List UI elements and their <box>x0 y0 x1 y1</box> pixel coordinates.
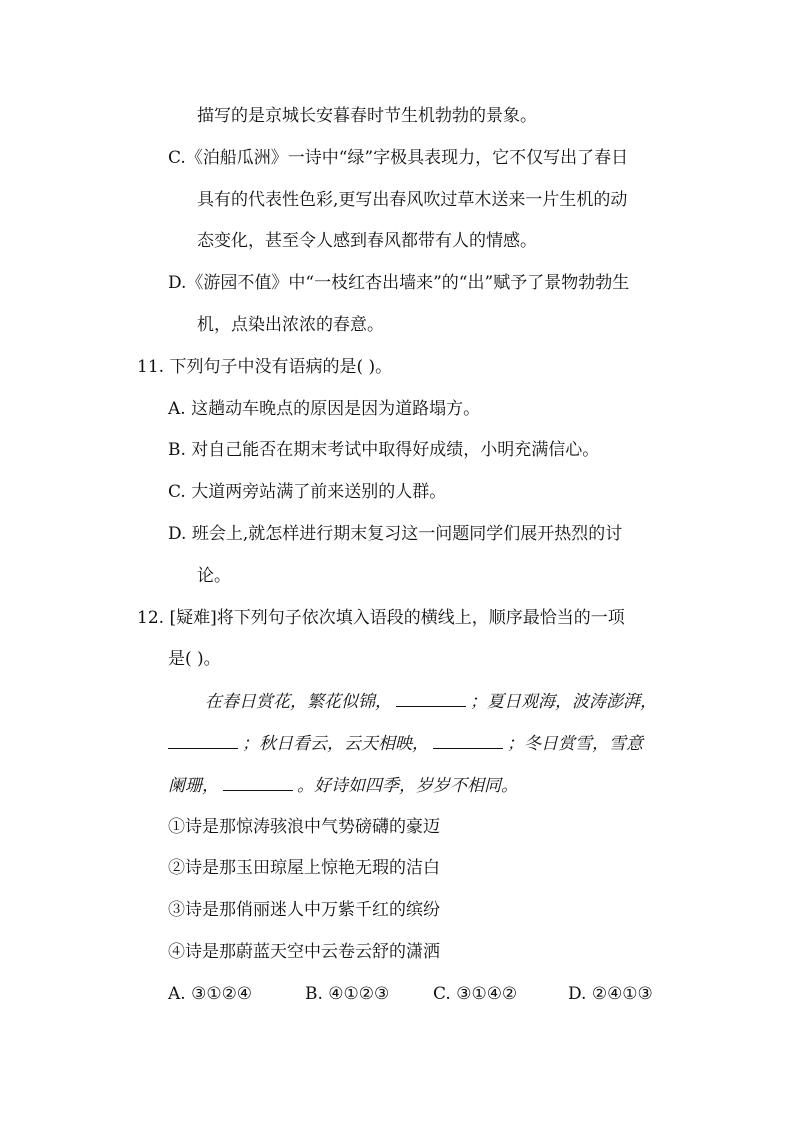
q12-passage-line1 <box>205 689 657 714</box>
passage-text: ；夏日观海，波涛澎湃， <box>470 692 657 712</box>
passage-text: ；冬日赏雪，雪意 <box>507 734 643 754</box>
q11-option-c: C. 大道两旁站满了前来送别的人群。 <box>168 482 447 502</box>
passage-text: 阑珊， <box>168 776 219 796</box>
q11-option-b: B. 对自己能否在期末考试中取得好成绩，小明充满信心。 <box>168 440 600 460</box>
q12-option-a: A. ③①②④ <box>168 984 253 1004</box>
q12-sentence-3: ③诗是那俏丽迷人中万紫千红的缤纷 <box>168 900 440 920</box>
q12-sentence-2: ②诗是那玉田琼屋上惊艳无瑕的洁白 <box>168 858 440 878</box>
q12-option-d: D. ②④①③ <box>568 984 653 1004</box>
q10-option-b-continuation: 描写的是京城长安暮春时节生机勃勃的景象。 <box>197 106 537 126</box>
q10-option-c-line1: C.《泊船瓜洲》一诗中“绿”字极具表现力，它不仅写出了春日 <box>168 148 629 168</box>
q11-stem: 11. 下列句子中没有语病的是( )。 <box>137 357 393 377</box>
q12-stem-line2: 是( )。 <box>168 649 221 669</box>
passage-text: 。好诗如四季，岁岁不相同。 <box>297 776 518 796</box>
fill-blank-1 <box>396 689 466 707</box>
q12-sentence-1: ①诗是那惊涛骇浪中气势磅礴的豪迈 <box>168 817 440 837</box>
q11-option-d-line1: D. 班会上,就怎样进行期末复习这一问题同学们展开热烈的讨 <box>168 524 623 544</box>
q10-option-d-line1: D.《游园不值》中“一枝红杏出墙来”的“出”赋予了景物勃勃生 <box>168 273 630 293</box>
q10-option-c-line2: 具有的代表性色彩,更写出春风吹过草木送来一片生机的动 <box>197 190 628 210</box>
passage-text: 在春日赏花，繁花似锦， <box>205 692 392 712</box>
passage-text: ；秋日看云，云天相映， <box>242 734 429 754</box>
q12-sentence-4: ④诗是那蔚蓝天空中云卷云舒的潇洒 <box>168 942 440 962</box>
fill-blank-4 <box>223 773 293 791</box>
q11-option-d-line2: 论。 <box>197 566 231 586</box>
q12-passage-line2 <box>168 731 643 756</box>
fill-blank-2 <box>168 731 238 749</box>
q10-option-d-line2: 机，点染出浓浓的春意。 <box>197 315 384 335</box>
fill-blank-3 <box>433 731 503 749</box>
q12-passage-line3 <box>168 773 518 798</box>
q12-option-b: B. ④①②③ <box>305 984 390 1004</box>
q10-option-c-line3: 态变化，甚至令人感到春风都带有人的情感。 <box>197 231 537 251</box>
q11-option-a: A. 这趟动车晚点的原因是因为道路塌方。 <box>168 399 481 419</box>
q12-stem-line1: 12. [疑难]将下列句子依次填入语段的横线上，顺序最恰当的一项 <box>137 608 625 628</box>
q12-option-c: C. ③①④② <box>433 984 518 1004</box>
